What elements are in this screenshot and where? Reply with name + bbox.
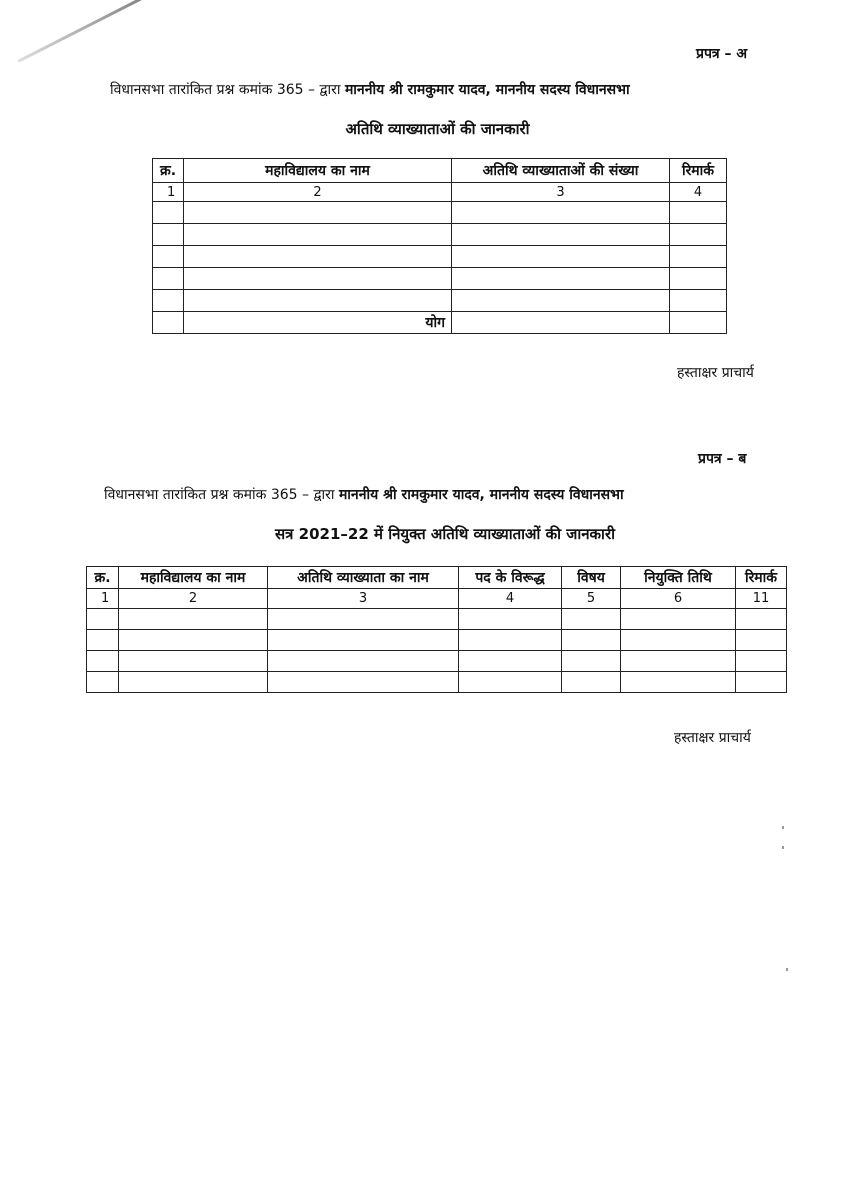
scan-speck	[782, 846, 784, 849]
form-a-header-count: अतिथि व्याख्याताओं की संख्या	[452, 159, 670, 183]
form-a-colnum-4: 4	[670, 183, 727, 202]
form-a-total-label: योग	[184, 312, 452, 334]
form-a-signature: हस्ताक्षर प्राचार्य	[677, 365, 754, 381]
form-b-colnum-4: 4	[459, 589, 562, 609]
table-row	[153, 246, 727, 268]
form-a-total-row	[153, 312, 727, 334]
scan-speck	[786, 968, 788, 971]
table-row	[153, 202, 727, 224]
form-a-colnum-1: 1	[153, 183, 184, 202]
form-b-ref-prefix: विधानसभा तारांकित प्रश्न कमांक 365 – द्वारा	[104, 487, 335, 503]
scan-speck	[782, 826, 784, 829]
form-a-title: अतिथि व्याख्याताओं की जानकारी	[345, 120, 530, 138]
form-b-header-appointment-date: नियुक्ति तिथि	[621, 567, 736, 589]
form-b-header-serial: क्र.	[87, 567, 119, 589]
form-a-colnum-3: 3	[452, 183, 670, 202]
form-b-colnum-2: 2	[119, 589, 268, 609]
form-b-table	[86, 566, 787, 693]
form-b-signature: हस्ताक्षर प्राचार्य	[674, 730, 751, 746]
form-b-number-row	[87, 589, 787, 609]
form-a-number-row	[153, 183, 727, 202]
table-row	[87, 630, 787, 651]
form-a-header-serial: क्र.	[153, 159, 184, 183]
form-b-colnum-1: 1	[87, 589, 119, 609]
form-b-colnum-3: 3	[268, 589, 459, 609]
pen-mark	[17, 0, 165, 63]
form-b-label: प्रपत्र – ब	[698, 451, 747, 467]
form-a-header-row	[153, 159, 727, 183]
table-row	[153, 224, 727, 246]
form-b-title: सत्र 2021–22 में नियुक्त अतिथि व्याख्याताओं की जानकारी	[275, 525, 615, 543]
table-row	[87, 651, 787, 672]
form-b-header-subject: विषय	[562, 567, 621, 589]
form-a-reference	[110, 80, 630, 99]
form-b-header-college: महाविद्यालय का नाम	[119, 567, 268, 589]
form-a-header-remark: रिमार्क	[670, 159, 727, 183]
form-a-ref-prefix: विधानसभा तारांकित प्रश्न कमांक 365 – द्वारा	[110, 82, 341, 98]
form-a-header-college: महाविद्यालय का नाम	[184, 159, 452, 183]
form-a-table	[152, 158, 727, 334]
form-a-ref-member: माननीय श्री रामकुमार यादव, माननीय सदस्य विधानसभा	[344, 82, 630, 98]
form-b-header-lecturer-name: अतिथि व्याख्याता का नाम	[268, 567, 459, 589]
form-b-colnum-5: 5	[562, 589, 621, 609]
form-b-header-post: पद के विरूद्ध	[459, 567, 562, 589]
form-b-header-remark: रिमार्क	[736, 567, 787, 589]
form-a-colnum-2: 2	[184, 183, 452, 202]
form-a-label: प्रपत्र – अ	[696, 46, 748, 62]
table-row	[153, 268, 727, 290]
form-b-colnum-6: 6	[621, 589, 736, 609]
form-b-reference	[104, 485, 624, 504]
form-b-header-row	[87, 567, 787, 589]
table-row	[87, 609, 787, 630]
form-b-colnum-7: 11	[736, 589, 787, 609]
table-row	[87, 672, 787, 693]
form-b-ref-member: माननीय श्री रामकुमार यादव, माननीय सदस्य विधानसभा	[338, 487, 624, 503]
table-row	[153, 290, 727, 312]
